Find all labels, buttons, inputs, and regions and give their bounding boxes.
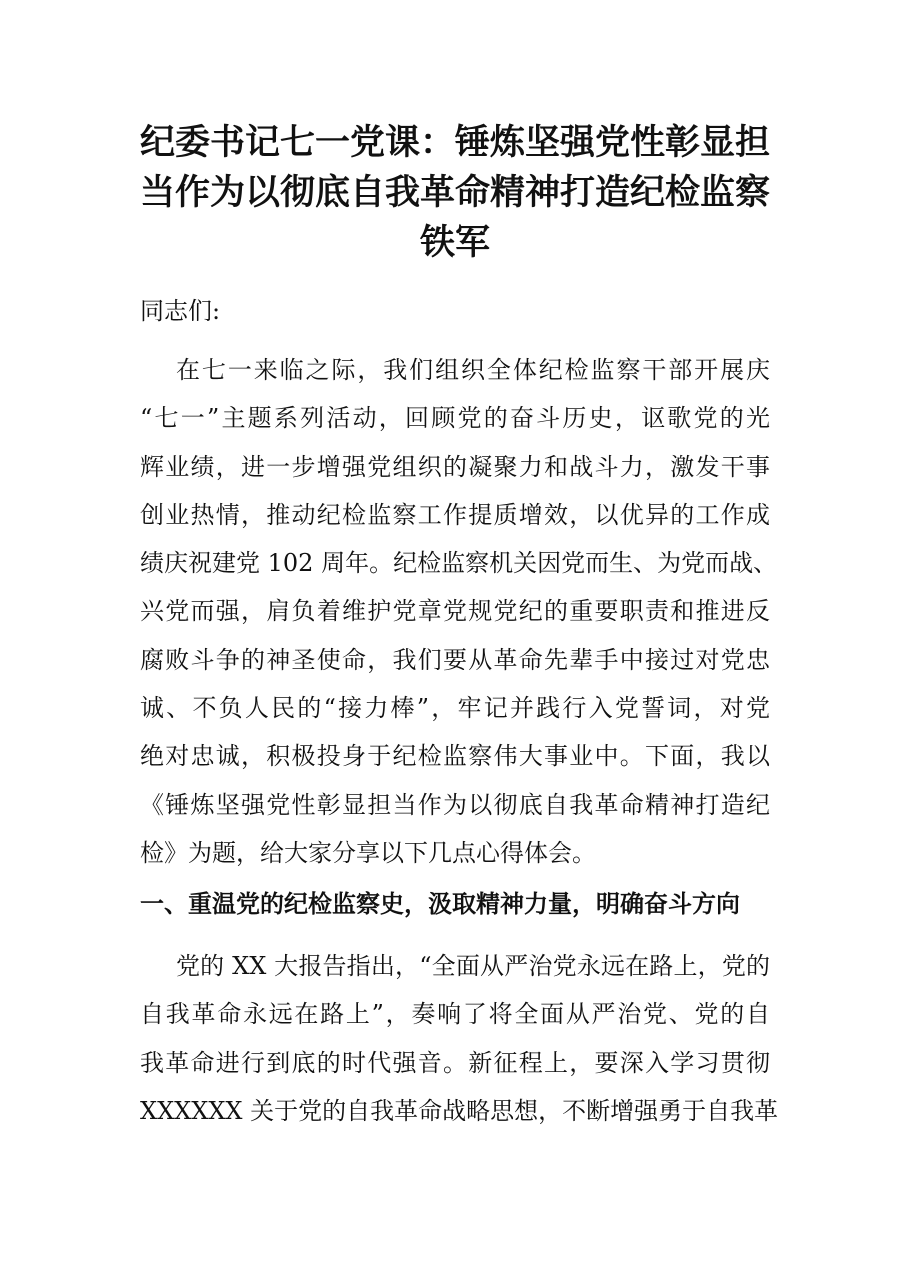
title-line: 当作为以彻底自我革命精神打造纪检监察 <box>140 172 771 213</box>
title-line: 纪委书记七一党课：锤炼坚强党性彰显担 <box>140 122 771 163</box>
paragraph-line: “七一”主题系列活动，回顾党的奋斗历史，讴歌党的光 <box>140 404 770 433</box>
paragraph-intro <box>140 346 778 877</box>
paragraph-line: 自我革命永远在路上”，奏响了将全面从严治党、党的自 <box>140 1000 770 1029</box>
paragraph-line: 创业热情，推动纪检监察工作提质增效，以优异的工作成 <box>140 500 770 529</box>
document-title <box>140 118 770 268</box>
paragraph-line: 党的 XX 大报告指出，“全面从严治党永远在路上，党的 <box>176 952 770 980</box>
paragraph-line: 我革命进行到底的时代强音。新征程上，要深入学习贯彻 <box>140 1048 770 1077</box>
paragraph-line: 兴党而强，肩负着维护党章党规党纪的重要职责和推进反 <box>140 597 770 626</box>
paragraph-line: XXXXXX 关于党的自我革命战略思想，不断增强勇于自我革 <box>140 1096 779 1125</box>
paragraph-line: 《锤炼坚强党性彰显担当作为以彻底自我革命精神打造纪 <box>140 790 770 819</box>
title-line: 铁军 <box>419 222 490 263</box>
paragraph-line: 辉业绩，进一步增强党组织的凝聚力和战斗力，激发干事 <box>140 452 770 481</box>
paragraph-line: 在七一来临之际，我们组织全体纪检监察干部开展庆 <box>176 356 770 384</box>
paragraph-section-1 <box>140 942 779 1135</box>
paragraph-line: 腐败斗争的神圣使命，我们要从革命先辈手中接过对党忠 <box>140 645 770 674</box>
section-heading-1: 一、重温党的纪检监察史，汲取精神力量，明确奋斗方向 <box>140 889 740 918</box>
paragraph-line: 检》为题，给大家分享以下几点心得体会。 <box>140 838 596 867</box>
paragraph-line: 绩庆祝建党 102 周年。纪检监察机关因党而生、为党而战、 <box>140 549 778 578</box>
paragraph-line: 诚、不负人民的“接力棒”，牢记并践行入党誓词，对党 <box>140 694 770 723</box>
paragraph-line: 绝对忠诚，积极投身于纪检监察伟大事业中。下面，我以 <box>140 742 770 771</box>
salutation: 同志们: <box>140 297 221 325</box>
